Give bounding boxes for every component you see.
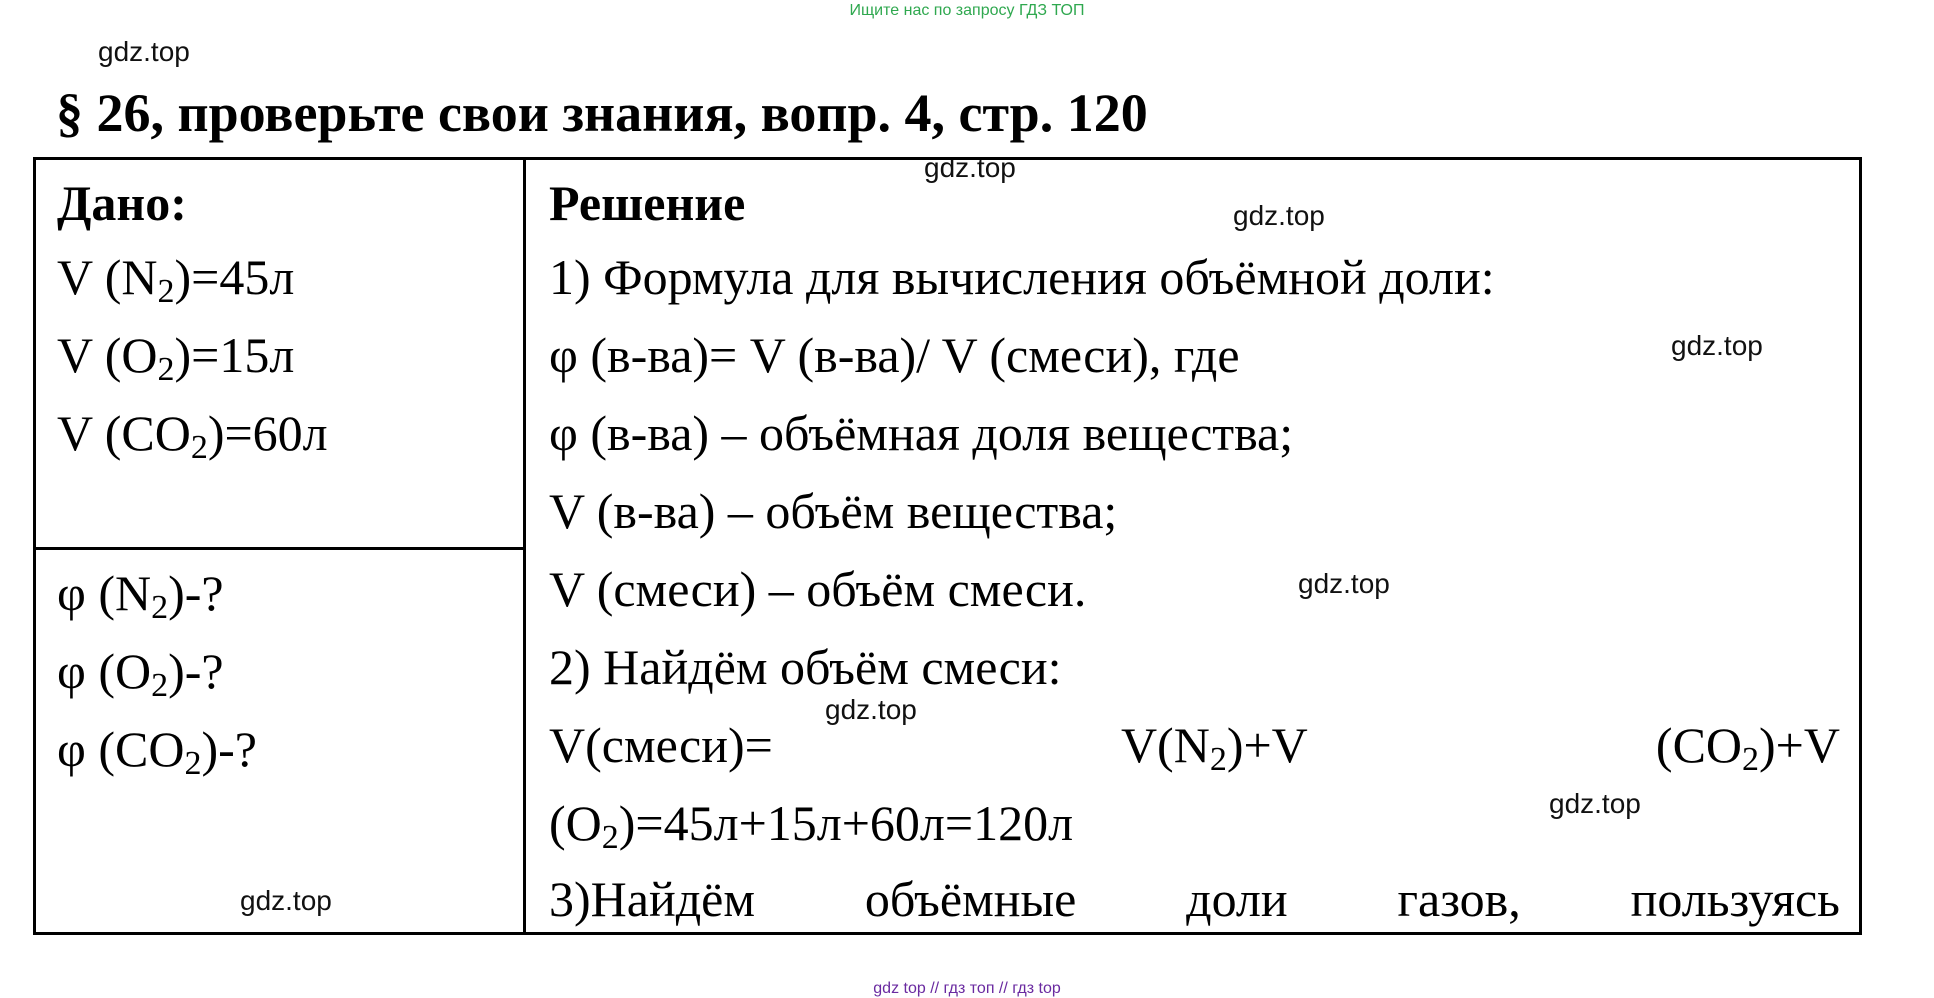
- watermark: gdz.top: [825, 694, 917, 725]
- solution-line: 3)Найдём объёмные доли газов, пользуясь: [549, 871, 1840, 927]
- mix-volume-line: V(смеси)= $V(N_2)+V$ $(CO_2)+V$: [549, 717, 1840, 778]
- given-divider: [36, 547, 524, 550]
- watermark: gdz.top: [1671, 330, 1763, 361]
- solution-line: φ (в-ва) – объёмная доля вещества;: [549, 405, 1294, 461]
- given-line: V $(N_2)=45л$: [57, 249, 295, 310]
- watermark: gdz.top: [1549, 788, 1641, 819]
- solution-line: V (в-ва) – объём вещества;: [549, 483, 1118, 539]
- find-line: φ $(N_2)-$?: [57, 565, 224, 626]
- given-line: V $(O_2)=15л$: [57, 327, 295, 388]
- solution-line: 2) Найдём объём смеси:: [549, 639, 1062, 695]
- solution-line: φ (в-ва)= V (в-ва)/ V (смеси), где: [549, 327, 1240, 383]
- watermark: gdz.top: [924, 152, 1016, 183]
- watermark: gdz.top: [1233, 200, 1325, 231]
- mix-volume-line: $(O_2)=45л+15л+60л=120л$: [549, 795, 1074, 856]
- watermark: gdz.top: [98, 36, 190, 67]
- problem-table: [33, 157, 1862, 935]
- page-title: § 26, проверьте свои знания, вопр. 4, стр. 120: [56, 83, 1148, 143]
- given-line: V $(CO_2)=60л$: [57, 405, 328, 466]
- find-line: φ $(CO_2)-$?: [57, 721, 257, 782]
- solution-line: V (смеси) – объём смеси.: [549, 561, 1087, 617]
- watermark: gdz.top: [1298, 568, 1390, 599]
- find-line: φ $(O_2)-$?: [57, 643, 224, 704]
- top-banner: Ищите нас по запросу ГДЗ ТОП: [849, 2, 1085, 19]
- footer-links: gdz top // гдз топ // гдз top: [873, 980, 1061, 997]
- solution-line: 1) Формула для вычисления объёмной доли:: [549, 249, 1495, 305]
- watermark: gdz.top: [240, 885, 332, 916]
- solution-header: Решение: [549, 175, 746, 231]
- given-header: Дано:: [57, 175, 187, 231]
- column-divider: [523, 160, 526, 932]
